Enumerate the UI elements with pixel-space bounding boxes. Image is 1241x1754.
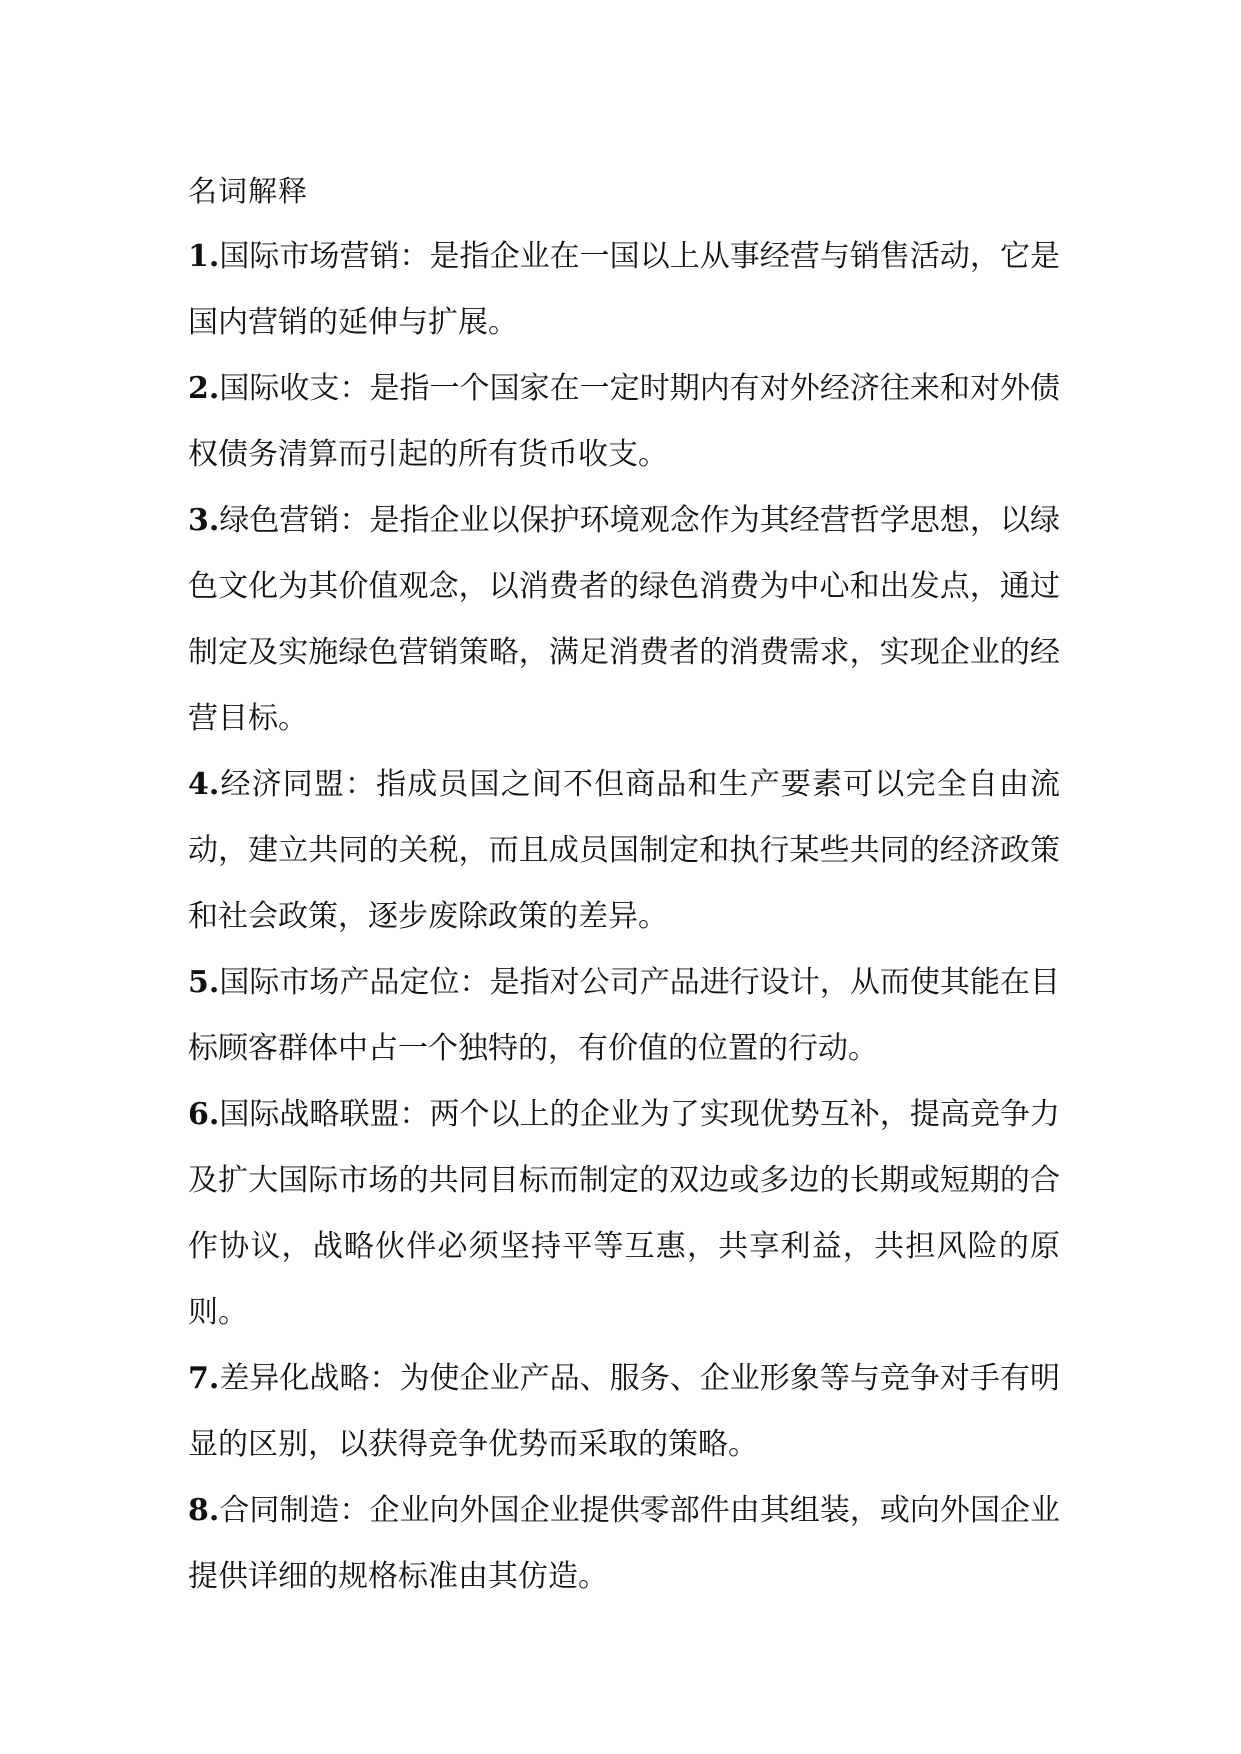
definition-entry-1: [188, 224, 1060, 356]
document-page: [188, 158, 1060, 1610]
definition-entry-4: [188, 752, 1060, 950]
entry-number: 7.: [188, 1361, 220, 1396]
entry-text: 国际市场营销：是指企业在一国以上从事经营与销售活动，它是国内营销的延伸与扩展。: [188, 239, 1060, 340]
entry-number: 6.: [188, 1097, 220, 1132]
definition-entry-6: [188, 1082, 1060, 1346]
entry-text: 国际收支：是指一个国家在一定时期内有对外经济往来和对外债权债务清算而引起的所有货币收支。: [188, 371, 1060, 472]
definition-entry-5: [188, 950, 1060, 1082]
entry-text: 差异化战略：为使企业产品、服务、企业形象等与竞争对手有明显的区别，以获得竞争优势而采取的策略。: [188, 1361, 1060, 1462]
entry-text: 绿色营销：是指企业以保护环境观念作为其经营哲学思想，以绿色文化为其价值观念，以消费者的绿色消费为中心和出发点，通过制定及实施绿色营销策略，满足消费者的消费需求，实现企业的经营目标。: [188, 503, 1060, 736]
entry-number: 2.: [188, 371, 220, 406]
entry-number: 5.: [188, 965, 220, 1000]
definition-entry-2: [188, 356, 1060, 488]
entry-number: 1.: [188, 239, 220, 274]
entry-text: 国际市场产品定位：是指对公司产品进行设计，从而使其能在目标顾客群体中占一个独特的，有价值的位置的行动。: [188, 965, 1060, 1066]
entry-text: 合同制造：企业向外国企业提供零部件由其组装，或向外国企业提供详细的规格标准由其仿造。: [188, 1493, 1060, 1594]
definition-entry-3: [188, 488, 1060, 752]
entry-text: 国际战略联盟：两个以上的企业为了实现优势互补，提高竞争力及扩大国际市场的共同目标而制定的双边或多边的长期或短期的合作协议，战略伙伴必须坚持平等互惠，共享利益，共担风险的原则。: [188, 1097, 1060, 1330]
definition-entry-8: [188, 1478, 1060, 1610]
entry-number: 3.: [188, 503, 220, 538]
entry-text: 经济同盟：指成员国之间不但商品和生产要素可以完全自由流动，建立共同的关税，而且成员国制定和执行某些共同的经济政策和社会政策，逐步废除政策的差异。: [188, 767, 1060, 934]
entry-number: 8.: [188, 1493, 220, 1528]
entry-number: 4.: [188, 767, 220, 802]
definition-entry-7: [188, 1346, 1060, 1478]
document-title: 名词解释: [188, 174, 309, 208]
